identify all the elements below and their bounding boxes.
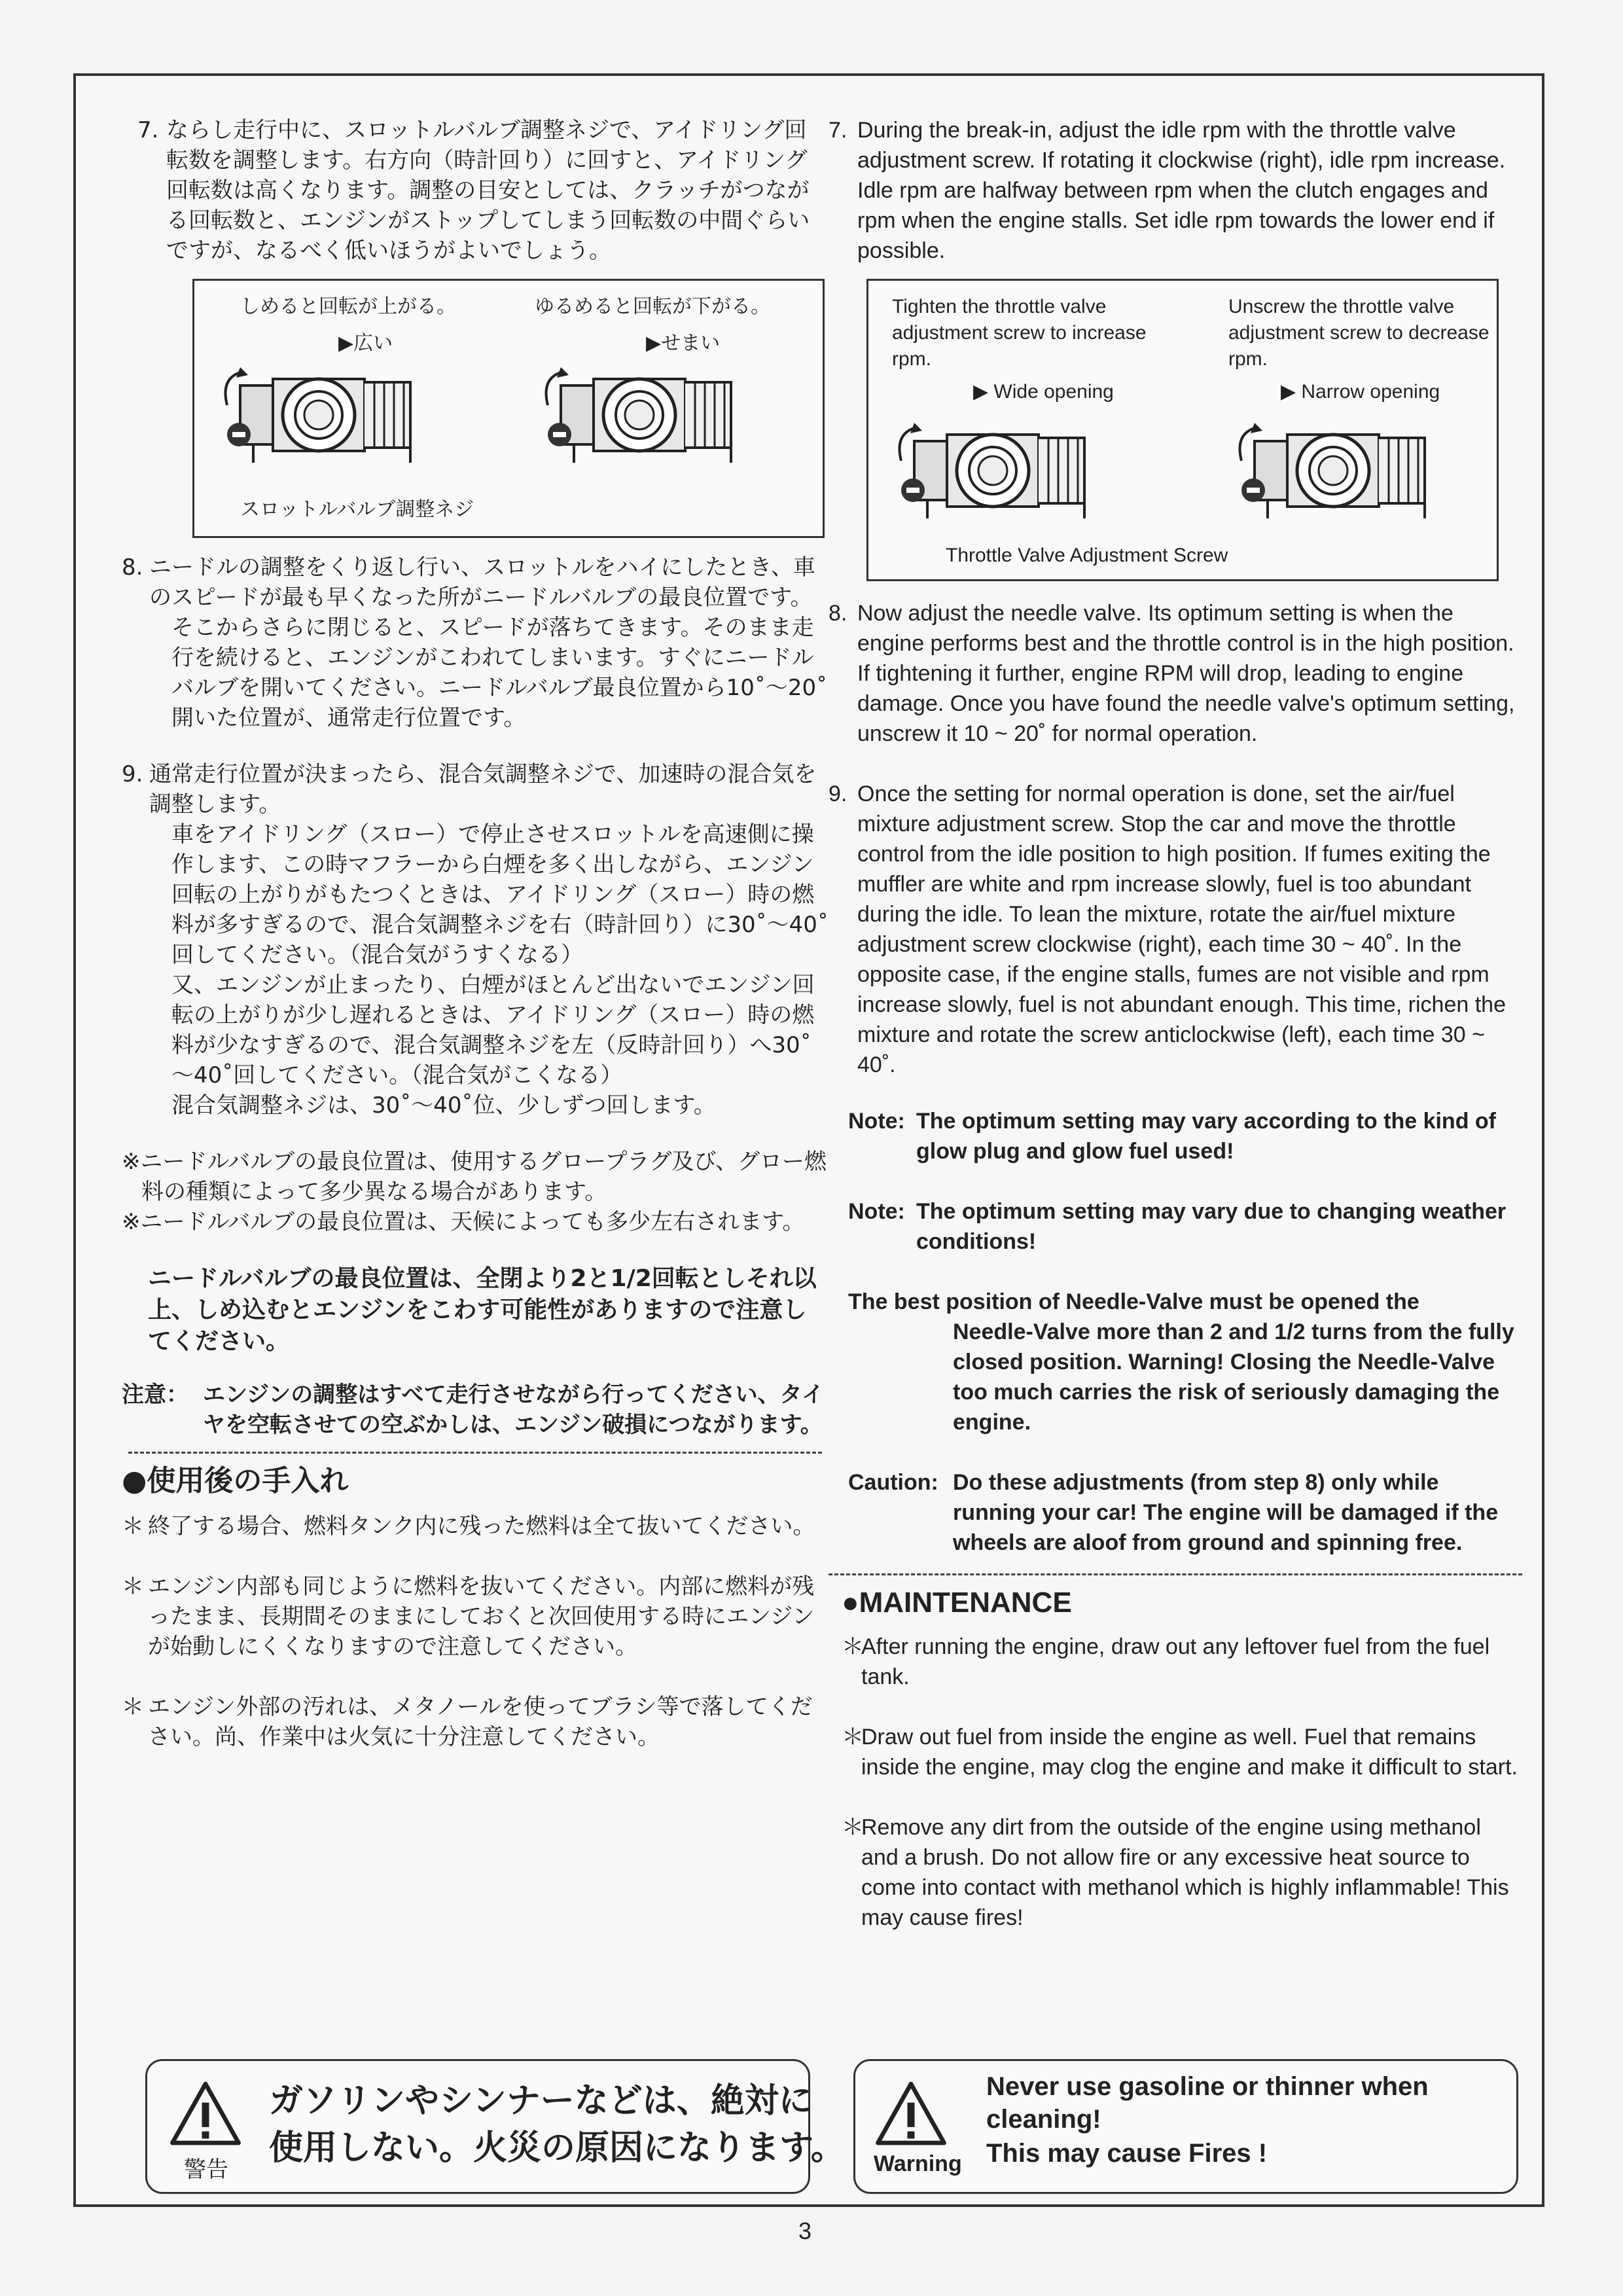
- jp-maintenance-item-3-text: エンジン外部の汚れは、メタノールを使ってブラシ等で落してください。尚、作業中は火気に十分注意してください。: [148, 1694, 813, 1750]
- jp-warning-label: 警告: [184, 2157, 228, 2183]
- jp-maintenance-item-2-text: エンジン内部も同じように燃料を抜いてください。内部に燃料が残ったまま、長期間そのままにしておくと次回使用する時にエンジンが始動しにくくなりますので注意してください。: [148, 1573, 815, 1660]
- jp-step-9-text-4: 混合気調整ネジは、30˚～40˚位、少しずつ回します。: [171, 1092, 716, 1119]
- en-note-1: [848, 1106, 1522, 1166]
- en-divider: [829, 1573, 1522, 1575]
- en-note-1-text: The optimum setting may vary according to the kind of glow plug and glow fuel used!: [916, 1109, 1497, 1164]
- en-best-position-rest: Needle-Valve more than 2 and 1/2 turns from the fully closed position. Warning! Closing the Needle-Valve too much carries the risk of seriously damaging the engine.: [953, 1319, 1514, 1435]
- en-warning-label: Warning: [874, 2151, 962, 2176]
- warning-triangle-icon: [169, 2081, 241, 2146]
- jp-step-8-number: 8.: [122, 554, 143, 581]
- jp-maintenance-title: ●使用後の手入れ: [122, 1464, 349, 1498]
- jp-fig-right-caption: ゆるめると回転が下がる。: [535, 295, 770, 318]
- en-warning-box: [853, 2059, 1518, 2194]
- jp-maintenance-item-1: [122, 1511, 829, 1541]
- en-throttle-figure: [866, 279, 1499, 581]
- jp-bold-warning-note: ニードルバルブの最良位置は、全閉より2と1/2回転としそれ以上、しめ込むとエンジンをこわす可能性がありますので注意してください。: [148, 1265, 817, 1355]
- en-valve-tighten-illustration: [888, 422, 1104, 520]
- jp-fig-right-arrow: ▶せまい: [646, 332, 721, 355]
- en-fig-left-caption: Tighten the throttle valve adjustment screw to increase rpm.: [892, 296, 1147, 370]
- en-warning-text-2: This may cause Fires !: [986, 2139, 1268, 2168]
- jp-warning-text-1: ガソリンやシンナーなどは、絶対に: [269, 2081, 813, 2121]
- en-note-1-label: Note:: [848, 1109, 905, 1134]
- en-caution-label: Caution:: [848, 1470, 938, 1495]
- jp-step-7-number: 7.: [137, 117, 159, 143]
- jp-valve-unscrew-illustration: [535, 366, 751, 464]
- jp-throttle-figure: [192, 279, 825, 538]
- en-maintenance-item-1-text: After running the engine, draw out any leftover fuel from the fuel tank.: [861, 1634, 1490, 1689]
- en-fig-screw-label: Throttle Valve Adjustment Screw: [946, 545, 1228, 566]
- english-column: [829, 115, 1522, 1933]
- en-maintenance-item-2: [842, 1722, 1522, 1782]
- jp-valve-tighten-illustration: [214, 366, 430, 464]
- en-valve-unscrew-illustration: [1228, 422, 1444, 520]
- en-step-7-number: 7.: [829, 118, 847, 143]
- jp-step-8-text-2: そこからさらに閉じると、スピードが落ちてきます。そのまま走行を続けると、エンジンがこわれてしまいます。すぐにニードルバルブを開いてください。ニードルバルブ最良位置から10˚～20˚開いた位置が、通常走行位置です。: [171, 615, 828, 731]
- jp-step-9-number: 9.: [122, 761, 143, 787]
- en-step-9-text: Once the setting for normal operation is done, set the air/fuel mixture adjustment screw. Stop the car and move the throttle control from the idle position to high position. If fumes exiting the muffler are white and rpm increase slowly, fuel is too abundant during the idle. To lean the mixture, rotate the air/fuel mixture adjustment screw clockwise (right), each time 30 ~ 40˚. In the opposite case, if the engine stalls, fumes are not visible and rpm increase slowly, fuel is not abundant enough. This time, richen the mixture and rotate the screw anticlockwise (left), each time 30 ~ 40˚.: [857, 781, 1506, 1077]
- en-maintenance-item-2-text: Draw out fuel from inside the engine as well. Fuel that remains inside the engine, may clog the engine and make it difficult to start.: [861, 1725, 1518, 1780]
- en-maintenance-title: ●MAINTENANCE: [842, 1587, 1072, 1619]
- en-bullet: ＊: [842, 1634, 864, 1659]
- en-maintenance-item-3: [842, 1812, 1522, 1933]
- page-frame: [73, 73, 1544, 2207]
- en-fig-right-arrow: ▶ Narrow opening: [1281, 381, 1440, 403]
- jp-bullet: ＊: [122, 1573, 144, 1600]
- jp-step-9-text: 通常走行位置が決まったら、混合気調整ネジで、加速時の混合気を調整します。: [149, 761, 817, 817]
- jp-step-9-text-3: 又、エンジンが止まったり、白煙がほとんど出ないでエンジン回転の上がりが少し遅れるときは、アイドリング（スロー）時の燃料が少なすぎるので、混合気調整ネジを左（反時計回り）へ30˚～40˚回してください。（混合気がこくなる）: [171, 972, 815, 1088]
- warning-triangle-icon: [875, 2081, 947, 2146]
- en-note-2-text: The optimum setting may vary due to changing weather conditions!: [916, 1199, 1507, 1254]
- jp-step-7: [137, 115, 829, 266]
- en-fig-right-caption: Unscrew the throttle valve adjustment screw to decrease rpm.: [1228, 296, 1489, 370]
- en-warning-text-1: Never use gasoline or thinner when cleaning!: [986, 2072, 1429, 2134]
- en-best-position-note: [848, 1287, 1522, 1437]
- jp-step-8-text: ニードルの調整をくり返し行い、スロットルをハイにしたとき、車のスピードが最も早くなった所がニードルバルブの最良位置です。: [149, 554, 815, 611]
- en-step-7: [829, 115, 1522, 266]
- page-number: 3: [798, 2217, 812, 2244]
- en-step-7-text: During the break-in, adjust the idle rpm with the throttle valve adjustment screw. If rotating it clockwise (right), idle rpm increase. Idle rpm are halfway between rpm when the clutch engages and rpm when the engine stalls. Set idle rpm towards the lower end if possible.: [857, 118, 1506, 263]
- en-step-8: [829, 598, 1522, 749]
- jp-note-2: ※ニードルバルブの最良位置は、天候によっても多少左右されます。: [122, 1209, 805, 1235]
- en-maintenance-item-1: [842, 1632, 1522, 1692]
- jp-warning-text-2: 使用しない。火災の原因になります。: [269, 2128, 845, 2168]
- jp-fig-screw-label: スロットルバルブ調整ネジ: [240, 498, 474, 521]
- japanese-column: [122, 115, 829, 1752]
- jp-caution: [122, 1380, 829, 1440]
- jp-maintenance-item-1-text: 終了する場合、燃料タンク内に残った燃料は全て抜いてください。: [148, 1513, 815, 1539]
- en-bullet: ＊: [842, 1725, 864, 1749]
- jp-fig-left-arrow: ▶広い: [338, 332, 393, 355]
- en-bullet: ＊: [842, 1815, 864, 1840]
- jp-step-7-text: ならし走行中に、スロットルバルブ調整ネジで、アイドリング回転数を調整します。右方向（時計回り）に回すと、アイドリング回転数は高くなります。調整の目安としては、クラッチがつながる回転数と、エンジンがストップしてしまう回転数の中間ぐらいですが、なるべく低いほうがよいでしょう。: [166, 117, 810, 264]
- jp-maintenance-item-3: [122, 1692, 829, 1752]
- jp-maintenance-item-2: [122, 1571, 829, 1662]
- en-note-2-label: Note:: [848, 1199, 905, 1224]
- jp-step-9: [122, 759, 829, 1121]
- jp-warning-box: [145, 2059, 845, 2194]
- en-best-position-lead: The best position of Needle-Valve must be opened the: [848, 1289, 1419, 1314]
- en-caution: [848, 1467, 1522, 1558]
- jp-fig-left-caption: しめると回転が上がる。: [240, 295, 456, 318]
- en-note-2: [848, 1196, 1522, 1257]
- en-fig-left-arrow: ▶ Wide opening: [973, 381, 1114, 403]
- en-step-8-number: 8.: [829, 601, 847, 626]
- en-caution-text: Do these adjustments (from step 8) only while running your car! The engine will be damaged if the wheels are aloof from ground and spinning free.: [953, 1470, 1499, 1555]
- jp-bullet: ＊: [122, 1694, 144, 1720]
- jp-step-9-text-2: 車をアイドリング（スロー）で停止させスロットルを高速側に操作します、この時マフラーから白煙を多く出しながら、エンジン回転の上がりがもたつくときは、アイドリング（スロー）時の燃料が多すぎるので、混合気調整ネジを右（時計回り）に30˚～40˚回してください。（混合気がうすくなる）: [171, 821, 829, 968]
- jp-step-8: [122, 552, 829, 733]
- en-step-9-number: 9.: [829, 781, 847, 806]
- jp-caution-label: 注意：: [122, 1382, 188, 1408]
- jp-caution-text: エンジンの調整はすべて走行させながら行ってください、タイヤを空転させての空ぶかしは、エンジン破損につながります。: [203, 1382, 824, 1438]
- en-step-8-text: Now adjust the needle valve. Its optimum setting is when the engine performs best and the throttle control is in the high position. If tightening it further, engine RPM will drop, leading to engine damage. Once you have found the needle valve's optimum setting, unscrew it 10 ~ 20˚ for normal operation.: [857, 601, 1515, 746]
- jp-bullet: ＊: [122, 1513, 144, 1539]
- en-step-9: [829, 779, 1522, 1080]
- en-maintenance-item-3-text: Remove any dirt from the outside of the engine using methanol and a brush. Do not allow fire or any excessive heat source to come into contact with methanol which is highly inflammable! This may cause fires!: [861, 1815, 1509, 1930]
- jp-note-1: ※ニードルバルブの最良位置は、使用するグロープラグ及び、グロー燃料の種類によって多少異なる場合があります。: [122, 1149, 827, 1205]
- jp-divider: [128, 1452, 822, 1454]
